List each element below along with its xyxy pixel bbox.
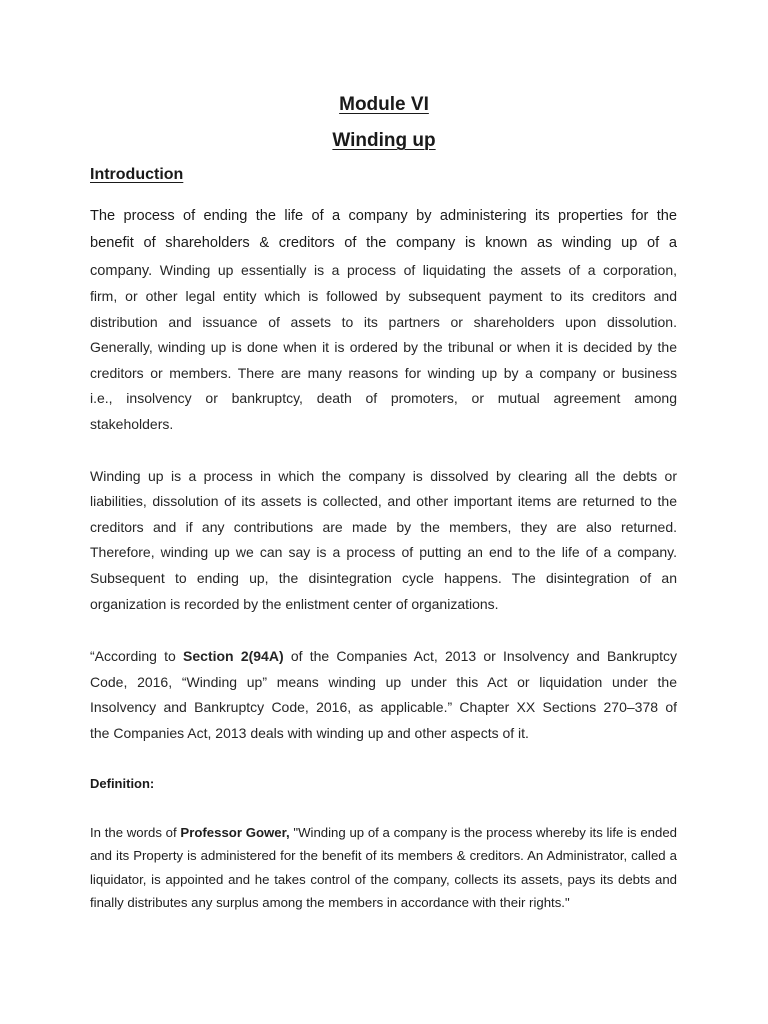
- paragraph-line: The process of ending the life of a company by administering its properties for the: [90, 208, 677, 224]
- paragraph-line: creditors or members. There are many reasons for winding up by a company or business: [90, 365, 677, 381]
- paragraph-line: [90, 824, 677, 842]
- paragraph-line-rest: "Winding up of a company is the process whereby its life is ended: [289, 825, 677, 840]
- paragraph-line: distribution and issuance of assets to its partners or shareholders upon dissolution.: [90, 314, 677, 330]
- paragraph-line: creditors and if any contributions are made by the members, they are also returned.: [90, 519, 677, 535]
- paragraph-line: i.e., insolvency or bankruptcy, death of promoters, or mutual agreement among: [90, 390, 677, 406]
- paragraph-line: firm, or other legal entity which is followed by subsequent payment to its creditors and: [90, 288, 677, 304]
- paragraph-line-rest: Winding up essentially is a process of liquidating the assets of a corporation,: [152, 262, 677, 278]
- paragraph-line: Insolvency and Bankruptcy Code, 2016, as applicable.” Chapter XX Sections 270–378 of: [90, 699, 677, 715]
- paragraph-line: the Companies Act, 2013 deals with winding up and other aspects of it.: [90, 725, 529, 741]
- chapter-title: Winding up: [332, 130, 436, 151]
- introduction-heading: Introduction: [90, 166, 184, 183]
- paragraph-line: and its Property is administered for the benefit of its members & creditors. An Administrator, called a: [90, 848, 677, 863]
- paragraph-line-rest: of the Companies Act, 2013 or Insolvency and Bankruptcy: [283, 648, 677, 664]
- paragraph-line: Winding up is a process in which the company is dissolved by clearing all the debts or: [90, 468, 677, 484]
- definition-heading: Definition:: [90, 776, 155, 791]
- paragraph-line: liquidator, is appointed and he takes control of the company, collects its assets, pays its debts and: [90, 872, 677, 887]
- paragraph-line: liabilities, dissolution of its assets is collected, and other important items are returned to the: [90, 493, 677, 509]
- definition-lead: In the words of: [90, 825, 181, 840]
- paragraph-line: [90, 260, 677, 281]
- section-reference: Section 2(94A): [183, 648, 284, 664]
- quote-open: “According to: [90, 648, 184, 664]
- paragraph-line: Therefore, winding up we can say is a process of putting an end to the life of a company.: [90, 544, 677, 560]
- paragraph-line: organization is recorded by the enlistment center of organizations.: [90, 596, 499, 612]
- paragraph-line: finally distributes any surplus among the members in accordance with their rights.": [90, 895, 570, 910]
- module-title: Module VI: [339, 94, 429, 115]
- paragraph-line: Generally, winding up is done when it is ordered by the tribunal or when it is decided by the: [90, 339, 677, 355]
- paragraph-line: Code, 2016, “Winding up” means winding up under this Act or liquidation under the: [90, 674, 677, 690]
- paragraph-line: Subsequent to ending up, the disintegration cycle happens. The disintegration of an: [90, 570, 677, 586]
- paragraph-line: [90, 646, 677, 666]
- paragraph-lead-word: company.: [90, 263, 153, 279]
- paragraph-line: benefit of shareholders & creditors of the company is known as winding up of a: [90, 235, 677, 251]
- author-name: Professor Gower,: [180, 825, 290, 840]
- paragraph-line: stakeholders.: [90, 416, 174, 432]
